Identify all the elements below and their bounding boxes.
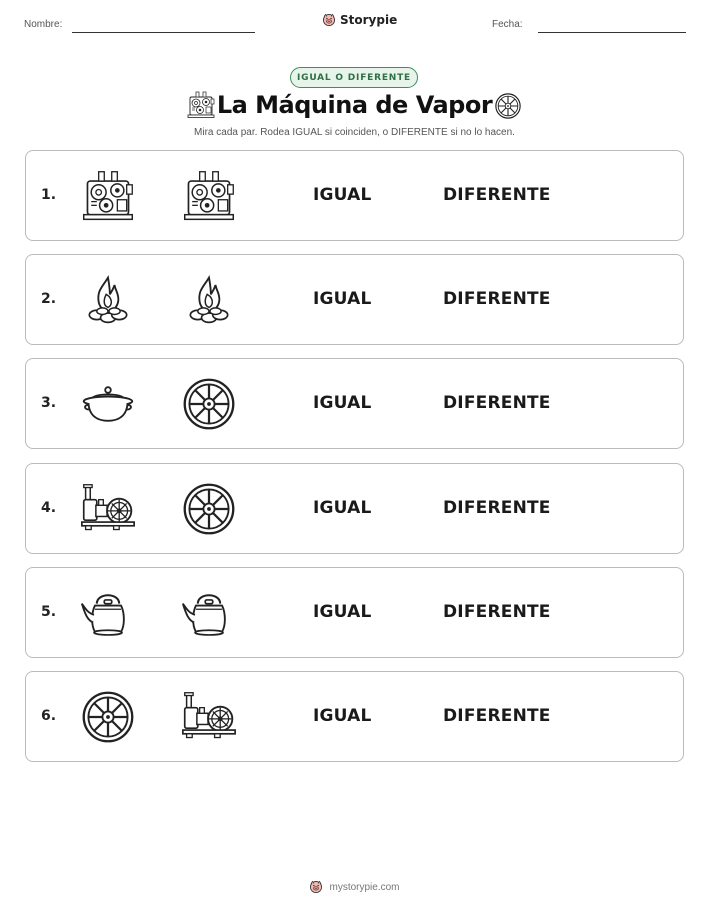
date-label: Fecha: [492,19,523,30]
pot-icon [80,376,136,432]
date-line[interactable] [538,32,686,33]
kettle-icon [181,585,237,641]
exercise-row [25,567,684,658]
wheel-icon [181,376,237,432]
exercise-row [25,358,684,449]
wheel-icon [181,481,237,537]
option-different[interactable]: DIFERENTE [443,289,551,309]
name-label: Nombre: [24,19,63,30]
option-same[interactable]: IGUAL [313,185,372,205]
exercise-row [25,463,684,554]
footer [0,880,709,894]
instructions: Mira cada par. Rodea IGUAL si coinciden, o DIFERENTE si no lo hacen. [194,127,515,138]
footer-url: mystorypie.com [329,881,400,893]
exercise-row [25,671,684,762]
wheel-icon [80,689,136,745]
pig-mascot-icon [322,13,336,27]
row-number: 3. [41,395,57,411]
steam-engine-icon [80,481,136,537]
row-number: 1. [41,187,57,203]
row-number: 6. [41,708,57,724]
name-line[interactable] [72,32,255,33]
exercise-row [25,150,684,241]
option-same[interactable]: IGUAL [313,393,372,413]
brand-logo [322,13,397,27]
steam-engine-icon [181,689,237,745]
option-different[interactable]: DIFERENTE [443,706,551,726]
steam-machinery-icon [181,168,237,224]
brand-name: Storypie [340,13,398,27]
option-same[interactable]: IGUAL [313,498,372,518]
row-number: 5. [41,604,57,620]
campfire-icon [80,272,136,328]
option-different[interactable]: DIFERENTE [443,602,551,622]
option-same[interactable]: IGUAL [313,602,372,622]
option-same[interactable]: IGUAL [313,289,372,309]
row-number: 2. [41,291,57,307]
exercise-row [25,254,684,345]
page-title: La Máquina de Vapor [216,91,493,119]
pig-mascot-icon [309,880,323,894]
row-number: 4. [41,500,57,516]
wheel-icon [494,92,522,120]
option-same[interactable]: IGUAL [313,706,372,726]
steam-machinery-icon [80,168,136,224]
activity-badge: IGUAL O DIFERENTE [290,67,418,88]
option-different[interactable]: DIFERENTE [443,185,551,205]
campfire-icon [181,272,237,328]
option-different[interactable]: DIFERENTE [443,498,551,518]
option-different[interactable]: DIFERENTE [443,393,551,413]
kettle-icon [80,585,136,641]
